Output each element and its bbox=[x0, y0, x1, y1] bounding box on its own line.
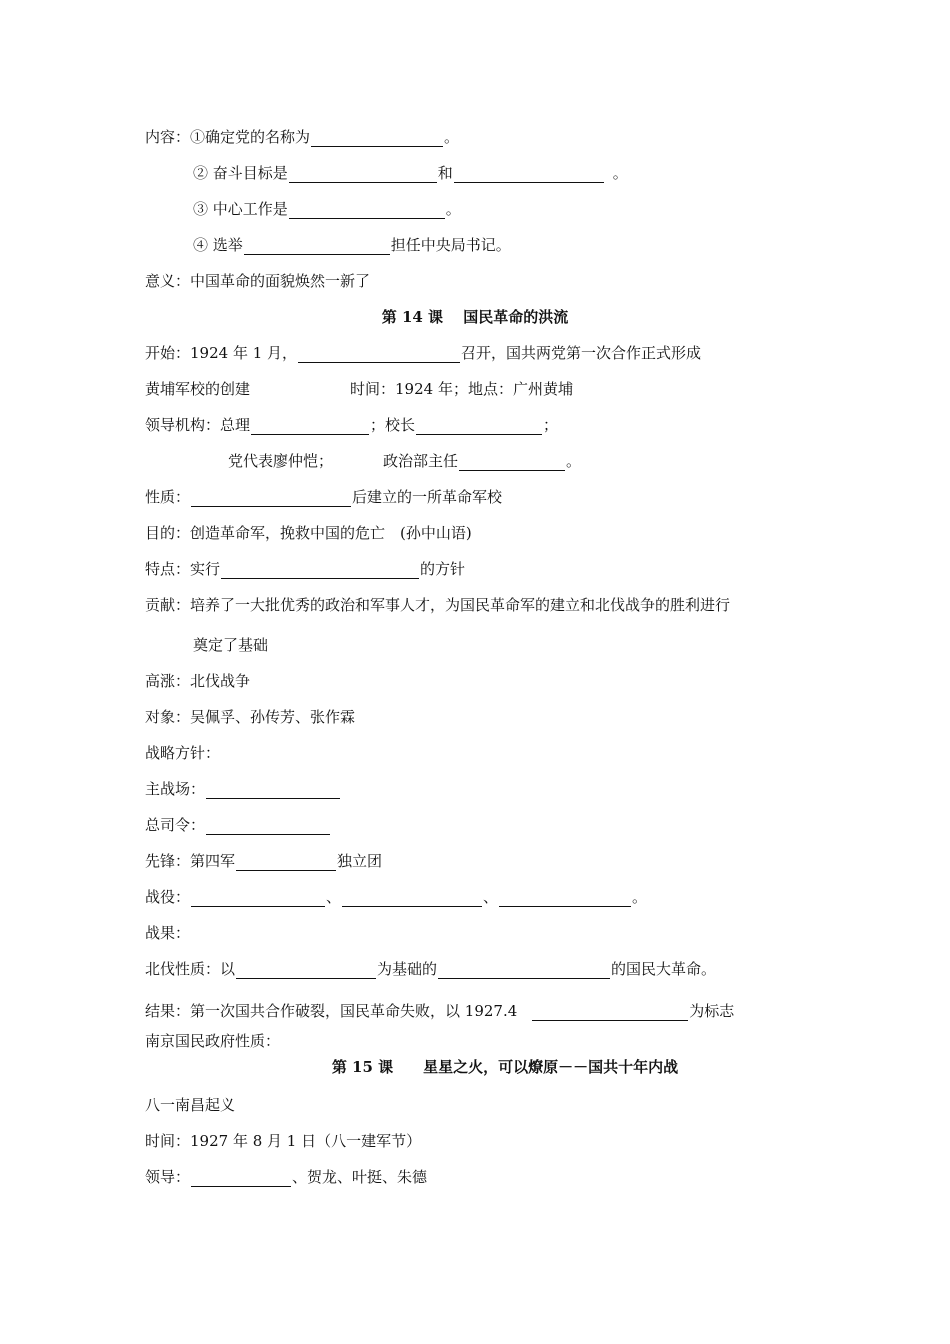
punct: 。 bbox=[444, 128, 460, 146]
target-line: 对象：吴佩孚、孙传芳、张作霖 bbox=[145, 708, 356, 726]
commander-label: 总司令： bbox=[145, 816, 206, 834]
sep: 、 bbox=[483, 888, 499, 906]
whampoa-label: 黄埔军校的创建 bbox=[145, 380, 251, 398]
start-line bbox=[145, 343, 701, 363]
nanjing-government-line: 南京国民政府性质： bbox=[145, 1032, 281, 1050]
expedition-nature-line bbox=[145, 959, 716, 979]
elect-end: 担任中央局书记。 bbox=[390, 236, 511, 254]
party-name-line bbox=[145, 127, 459, 147]
punct: 。 bbox=[632, 888, 648, 906]
feature-label: 特点：实行 bbox=[145, 560, 221, 578]
central-label: ③ 中心工作是 bbox=[193, 200, 288, 218]
party-rep-line bbox=[228, 451, 581, 471]
punct: 。 bbox=[612, 164, 628, 182]
nature2-label: 北伐性质：以 bbox=[145, 960, 236, 978]
leaders-label: 领导： bbox=[145, 1168, 191, 1186]
nature2-end: 的国民大革命。 bbox=[611, 960, 717, 978]
premier-blank[interactable] bbox=[251, 418, 369, 435]
lesson-14-title: 第 14 课 国民革命的洪流 bbox=[381, 308, 569, 326]
commander-line bbox=[145, 815, 331, 835]
lesson-15-title: 第 15 课 星星之火，可以燎原－－国共十年内战 bbox=[331, 1058, 679, 1076]
party-name-blank[interactable] bbox=[311, 130, 443, 147]
goal-blank-2[interactable] bbox=[454, 166, 604, 183]
contribution-line-2: 奠定了基础 bbox=[193, 636, 269, 654]
coup-blank[interactable] bbox=[532, 1004, 688, 1021]
nature-end: 后建立的一所革命军校 bbox=[352, 488, 503, 506]
political-label: 政治部主任 bbox=[383, 452, 459, 470]
strategy-line: 战略方针： bbox=[145, 744, 221, 762]
battle-blank-1[interactable] bbox=[191, 890, 325, 907]
start-label: 开始：1924 年 1 月， bbox=[145, 344, 298, 362]
basis-blank[interactable] bbox=[236, 962, 376, 979]
leaders-line bbox=[145, 1167, 427, 1187]
climax-line: 高涨：北伐战争 bbox=[145, 672, 251, 690]
political-director-blank[interactable] bbox=[459, 454, 565, 471]
nature-blank[interactable] bbox=[191, 490, 351, 507]
principal-label: ；校长 bbox=[370, 416, 416, 434]
results-line: 战果： bbox=[145, 924, 191, 942]
punct: 。 bbox=[445, 200, 461, 218]
leaders-end: 、贺龙、叶挺、朱德 bbox=[292, 1168, 428, 1186]
feature-blank[interactable] bbox=[221, 562, 419, 579]
nature-label: 性质： bbox=[145, 488, 191, 506]
goal-and: 和 bbox=[437, 164, 453, 182]
battles-label: 战役： bbox=[145, 888, 191, 906]
battles-line bbox=[145, 887, 647, 907]
leader-blank[interactable] bbox=[191, 1170, 291, 1187]
vanguard-line bbox=[145, 851, 382, 871]
nature-line bbox=[145, 487, 502, 507]
goal-label: ② 奋斗目标是 bbox=[193, 164, 288, 182]
revolution-type-blank[interactable] bbox=[438, 962, 610, 979]
nanchang-line: 八一南昌起义 bbox=[145, 1096, 236, 1114]
vanguard-end: 独立团 bbox=[337, 852, 383, 870]
start-end: 召开，国共两党第一次合作正式形成 bbox=[461, 344, 702, 362]
content-label: 内容：①确定党的名称为 bbox=[145, 128, 311, 146]
punct: 。 bbox=[566, 452, 582, 470]
punct: ； bbox=[543, 416, 559, 434]
principal-blank[interactable] bbox=[416, 418, 542, 435]
central-work-blank[interactable] bbox=[289, 202, 445, 219]
outcome-label: 结果：第一次国共合作破裂，国民革命失败，以 1927.4 bbox=[145, 1002, 518, 1020]
whampoa-line bbox=[145, 379, 573, 399]
goal-blank-1[interactable] bbox=[289, 166, 437, 183]
secretary-blank[interactable] bbox=[244, 238, 390, 255]
election-line bbox=[193, 235, 511, 255]
feature-line bbox=[145, 559, 465, 579]
goal-line bbox=[193, 163, 628, 183]
whampoa-time: 时间：1924 年；地点：广州黄埔 bbox=[350, 380, 573, 398]
vanguard-blank[interactable] bbox=[236, 854, 336, 871]
leadership-line bbox=[145, 415, 558, 435]
battle-blank-3[interactable] bbox=[499, 890, 631, 907]
elect-label: ④ 选举 bbox=[193, 236, 243, 254]
nature2-mid: 为基础的 bbox=[377, 960, 438, 978]
party-rep: 党代表廖仲恺； bbox=[228, 452, 334, 470]
contribution-line-1: 贡献：培养了一大批优秀的政治和军事人才，为国民革命军的建立和北伐战争的胜利进行 bbox=[145, 596, 731, 614]
time-line: 时间：1927 年 8 月 1 日（八一建军节） bbox=[145, 1132, 422, 1150]
outcome-end: 为标志 bbox=[689, 1002, 735, 1020]
main-battlefield-blank[interactable] bbox=[206, 782, 340, 799]
vanguard-label: 先锋：第四军 bbox=[145, 852, 236, 870]
main-battlefield-label: 主战场： bbox=[145, 780, 206, 798]
leader-label: 领导机构：总理 bbox=[145, 416, 251, 434]
congress-blank[interactable] bbox=[298, 346, 460, 363]
purpose-line: 目的：创造革命军，挽救中国的危亡 (孙中山语) bbox=[145, 524, 472, 542]
meaning-line: 意义：中国革命的面貌焕然一新了 bbox=[145, 272, 371, 290]
commander-blank[interactable] bbox=[206, 818, 330, 835]
sep: 、 bbox=[326, 888, 342, 906]
central-work-line bbox=[193, 199, 461, 219]
feature-end: 的方针 bbox=[420, 560, 466, 578]
main-battlefield-line bbox=[145, 779, 341, 799]
battle-blank-2[interactable] bbox=[342, 890, 482, 907]
outcome-line bbox=[145, 1001, 734, 1021]
